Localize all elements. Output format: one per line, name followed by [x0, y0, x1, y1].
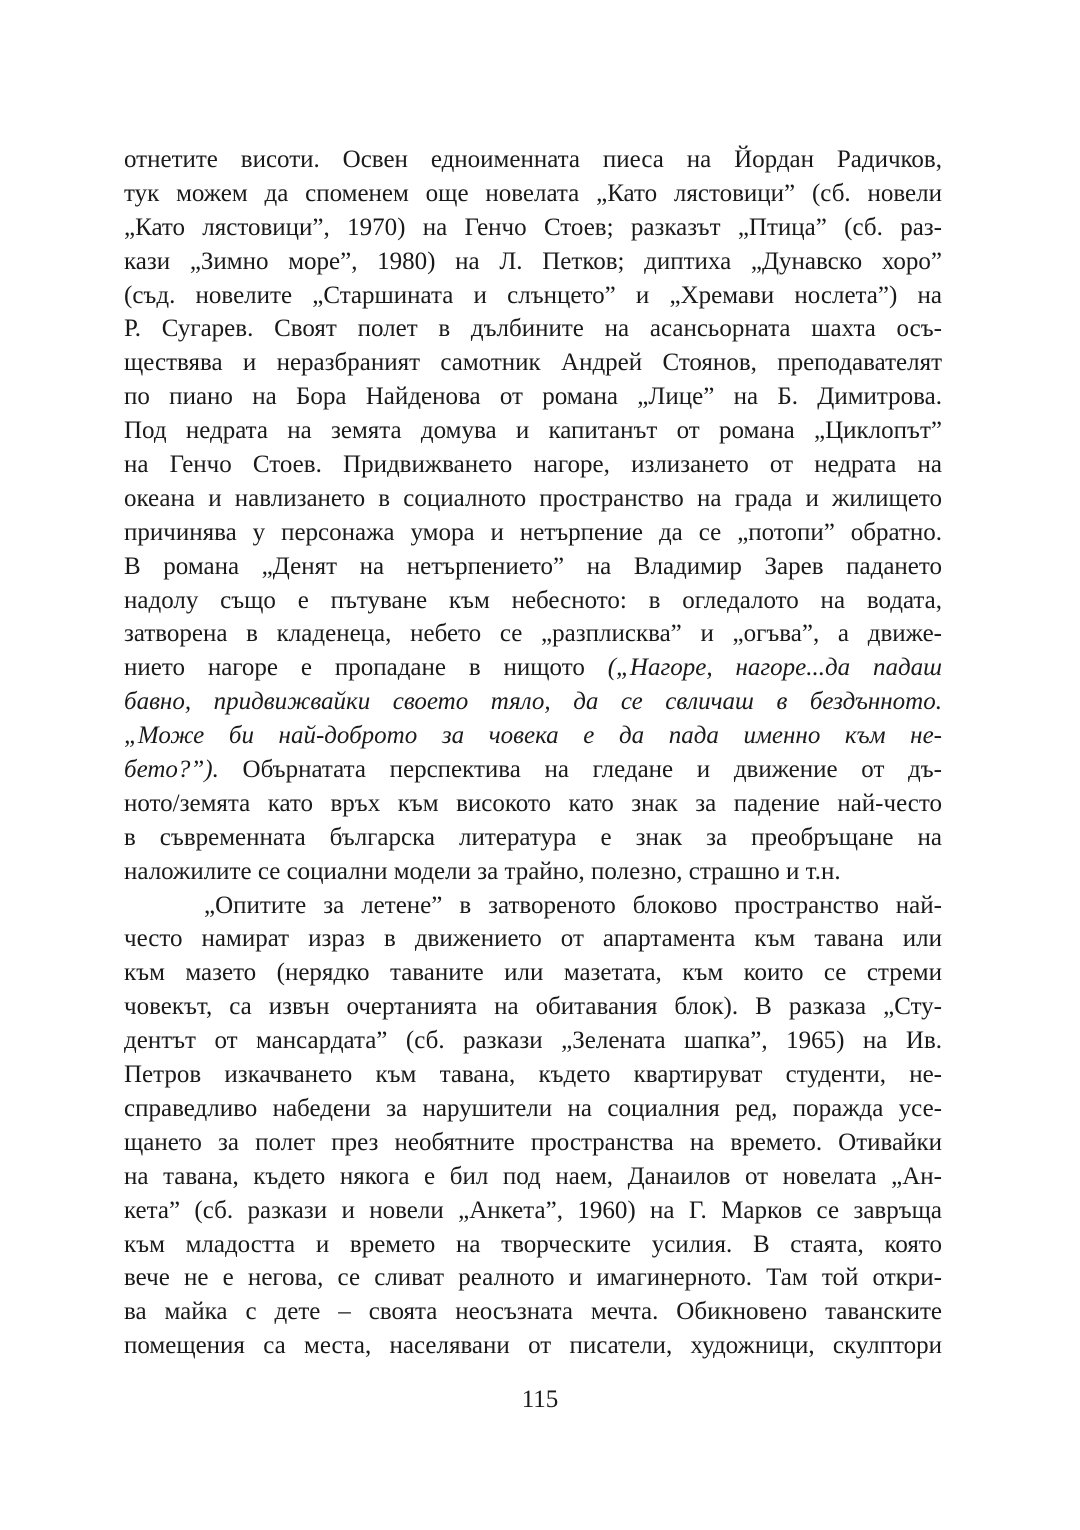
text-line: кета” (сб. разкази и новели „Анкета”, 1960) на Г. Марков се завръща — [124, 1196, 942, 1224]
text-line: Петров изкачването към тавана, където квартируват студенти, не- — [124, 1061, 942, 1089]
text-line: щането за полет през необятните пространства на времето. Отивайки — [124, 1128, 942, 1156]
text-line: вече не е негова, се сливат реалното и имагинерното. Там той откри- — [124, 1264, 942, 1292]
text-line: (съд. новелите „Старшината и слънцето” и „Хремави нослета”) на — [124, 281, 942, 309]
text-line: на Генчо Стоев. Придвижването нагоре, излизането от недрата на — [124, 451, 942, 479]
text-line: наложилите се социални модели за трайно, полезно, страшно и т.н. — [124, 857, 841, 885]
text-line: тук можем да споменем още новелата „Като лястовици” (сб. новели — [124, 179, 942, 207]
text-line: справедливо набедени за нарушители на социалния ред, поражда усе- — [124, 1094, 942, 1122]
text-line — [124, 753, 942, 787]
text-line: Под недрата на земята домува и капитанът от романа „Циклопът” — [124, 417, 942, 445]
text-line: на тавана, където някога е бил под наем, Данаилов от новелата „Ан- — [124, 1162, 942, 1190]
text-line: ва майка с дете – своята неосъзната мечта. Обикновено таванските — [124, 1298, 942, 1326]
text-line: надолу също е пътуване към небесното: в огледалото на водата, — [124, 586, 942, 614]
text-line: ществява и неразбраният самотник Андрей Стоянов, преподавателят — [124, 349, 942, 377]
text-line: В романа „Денят на нетърпението” на Владимир Зарев падането — [124, 552, 942, 580]
page-number: 115 — [521, 1386, 559, 1413]
text-line: „Като лястовици”, 1970) на Генчо Стоев; разказът „Птица” (сб. раз- — [124, 213, 942, 241]
text-line: към мазето (нерядко таваните или мазетата, към които се стреми — [124, 959, 942, 987]
text-line: кази „Зимно море”, 1980) на Л. Петков; диптиха „Дунавско хоро” — [124, 247, 942, 275]
italic-quote: бето?”). — [124, 756, 219, 784]
text-line: помещения са места, населявани от писатели, художници, скулптори — [124, 1332, 942, 1360]
text-line: дентът от мансардата” (сб. разкази „Зелената шапка”, 1965) на Ив. — [124, 1027, 942, 1055]
italic-quote: („Нагоре, нагоре...да падаш — [607, 654, 942, 682]
italic-quote-line: „Може би най-доброто за човека е да пада именно към не- — [124, 722, 942, 750]
body-text — [124, 143, 942, 1363]
text-line: често намират израз в движението от апартамента към тавана или — [124, 925, 942, 953]
text-segment: нието нагоре е пропадане в нищото — [124, 654, 608, 682]
text-line: човекът, са извън очертанията на обитавания блок). В разказа „Сту- — [124, 993, 942, 1021]
text-line: Р. Сугарев. Своят полет в дълбините на асансьорната шахта осъ- — [124, 315, 942, 343]
text-segment: Обърнатата перспектива на гледане и движение от дъ- — [218, 756, 942, 784]
text-line: в съвременната българска литература е знак за преобръщане на — [124, 823, 942, 851]
text-line: към младостта и времето на творческите усилия. В стаята, която — [124, 1230, 942, 1258]
text-line: ното/земята като връх към високото като знак за падение най-често — [124, 789, 942, 817]
text-line: отнетите висоти. Освен едноименната пиеса на Йордан Радичков, — [124, 146, 942, 173]
text-line: затворена в кладенеца, небето се „разплисква” и „огъва”, а движе- — [124, 620, 942, 648]
text-line: причинява у персонажа умора и нетърпение да се „потопи” обратно. — [124, 518, 942, 546]
paragraph-first-line: „Опитите за летене” в затвореното блоково пространство най- — [204, 891, 942, 919]
text-line: океана и навлизането в социалното пространство на града и жилището — [124, 484, 942, 512]
text-line — [124, 651, 942, 685]
italic-quote-line: бавно, придвижвайки своето тяло, да се свличаш в бездънното. — [124, 688, 942, 716]
text-line: по пиано на Бора Найденова от романа „Лице” на Б. Димитрова. — [124, 383, 942, 411]
